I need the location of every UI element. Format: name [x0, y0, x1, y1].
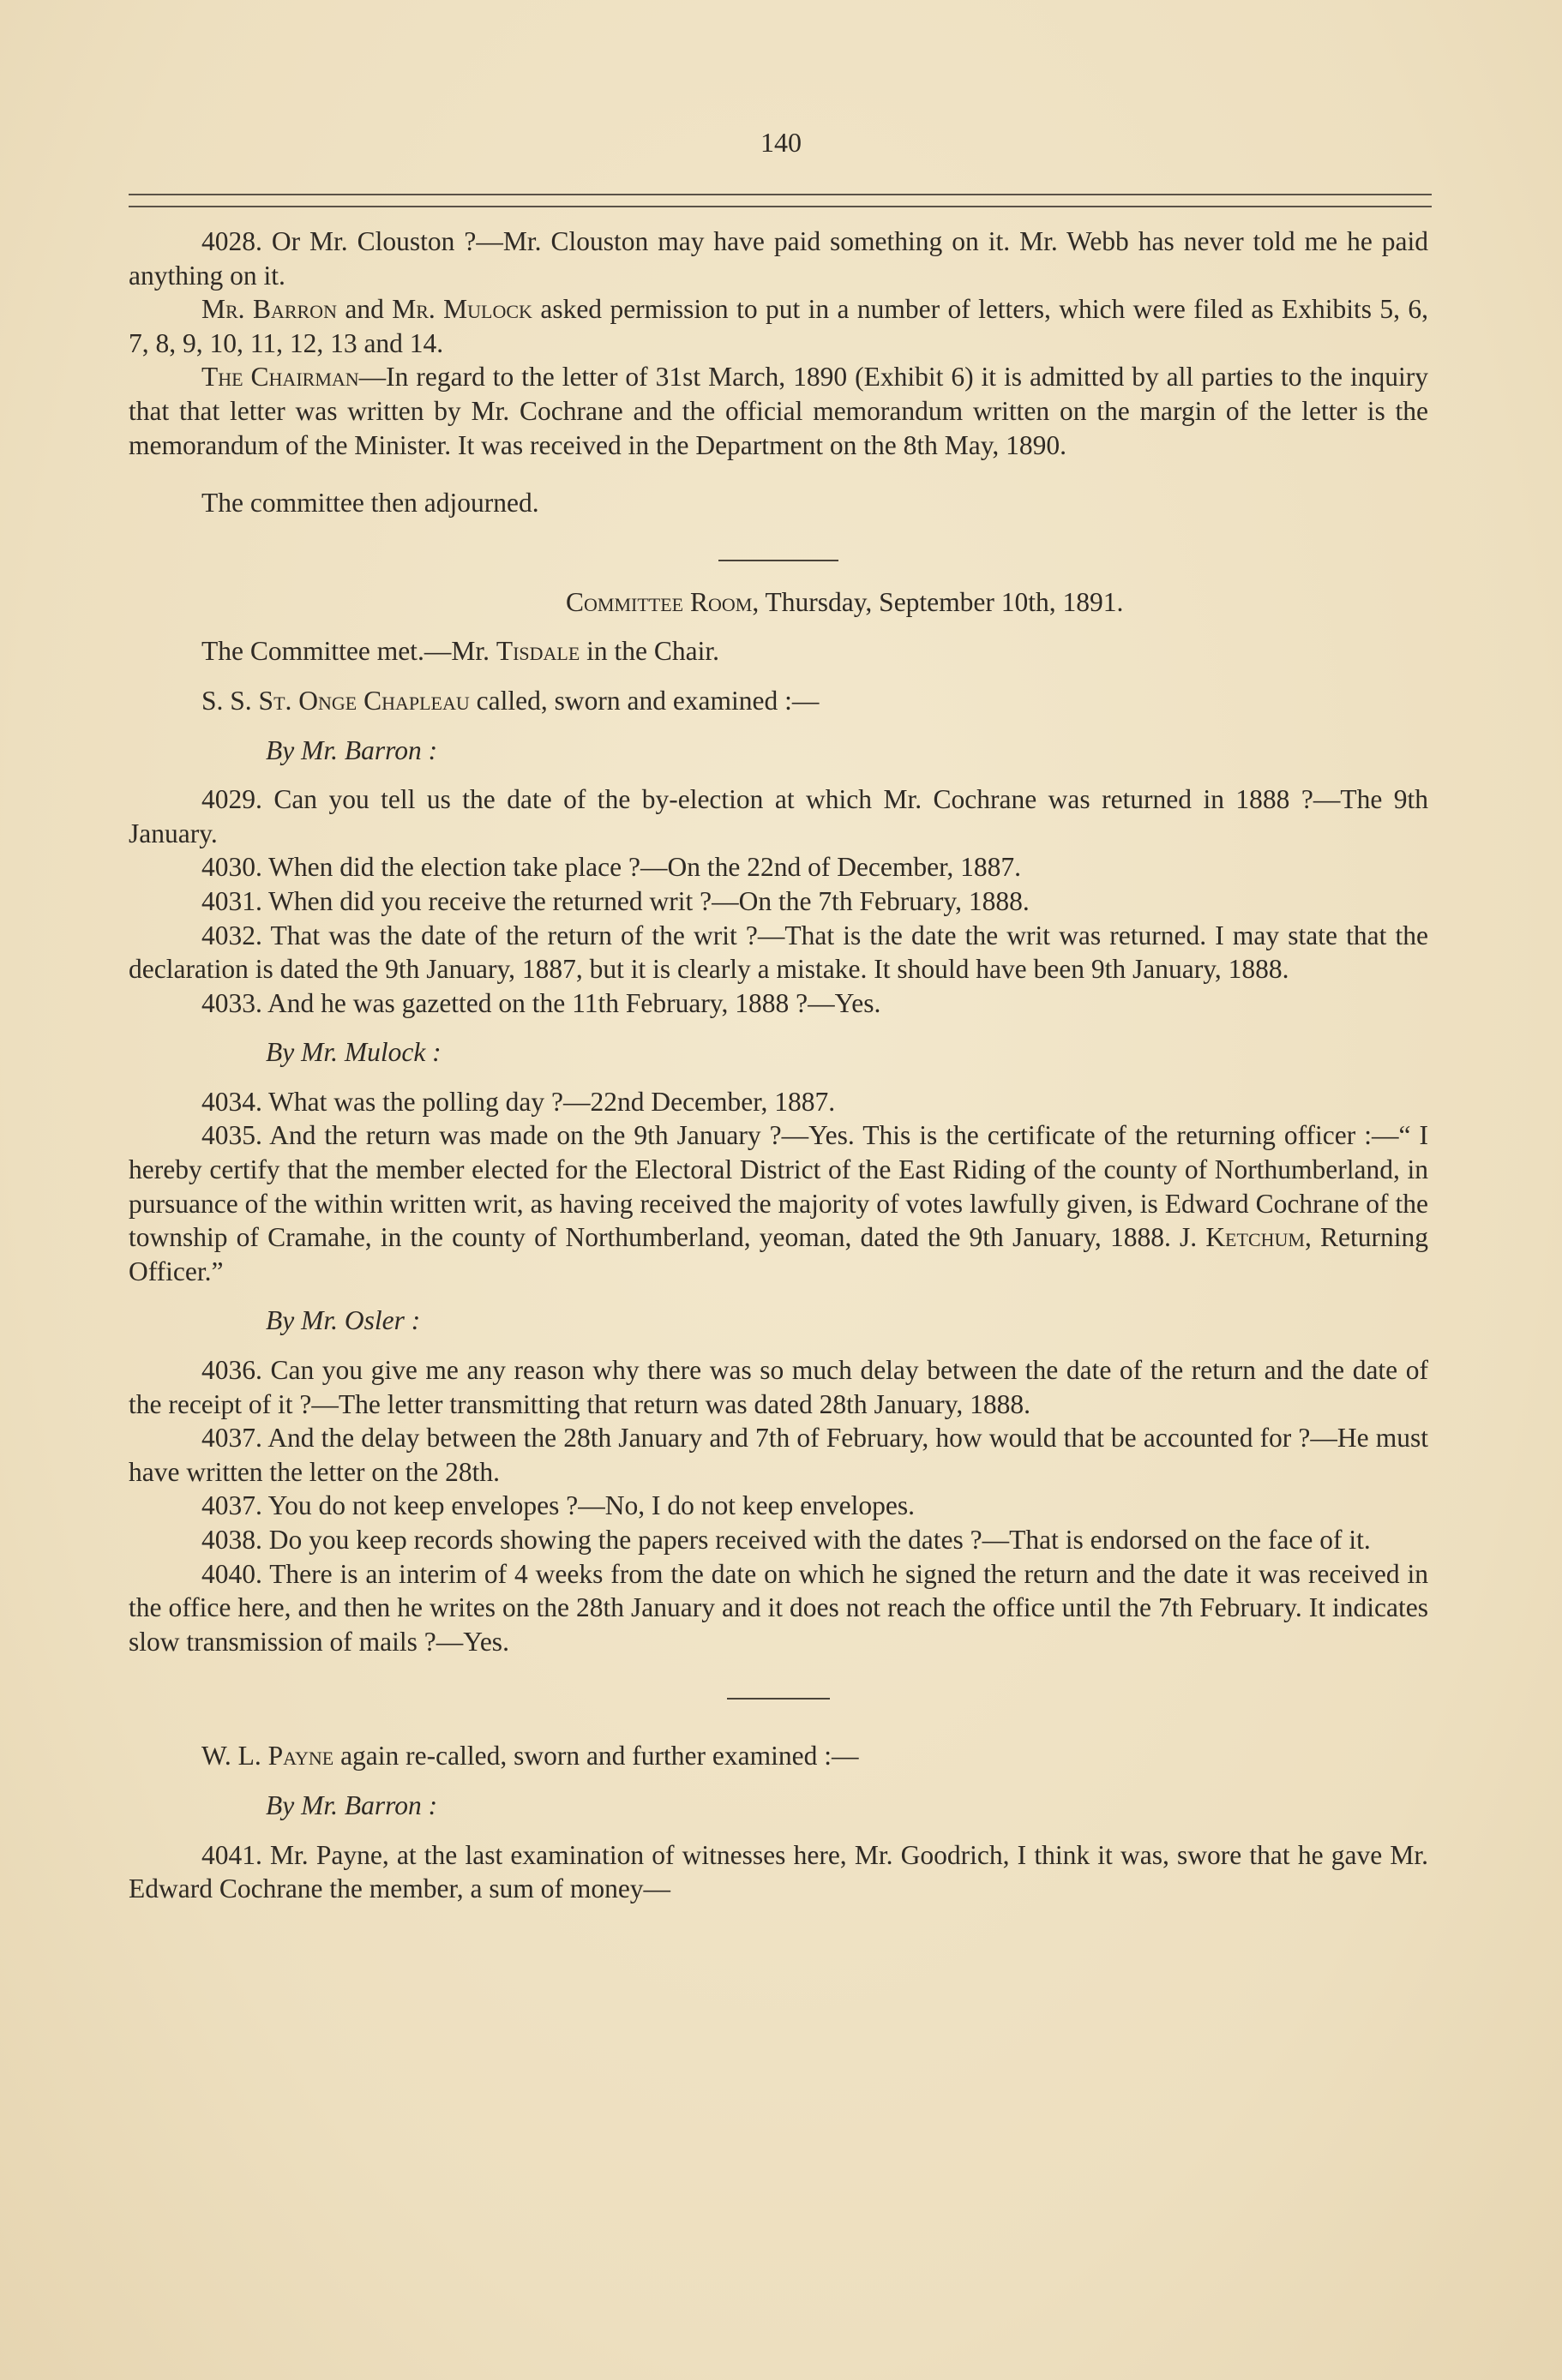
speaker-barron: Mr. Barron [201, 294, 337, 325]
page-number: 140 [760, 127, 802, 158]
witness-initials: S. S. [201, 685, 259, 716]
paragraph-4040: 4040. There is an interim of 4 weeks from the date on which he signed the return and the date it was received in the office here, and then he writes on the 28th January and it does not reach the office until the 7th February. It indicates slow transmission of mails ?—Yes. [129, 1558, 1428, 1657]
paragraph-4030: 4030. When did the election take place ?—On the 22nd of December, 1887. [201, 852, 1021, 883]
witness-name: St. Onge Chapleau [258, 685, 470, 716]
witness-chapleau [129, 684, 1428, 718]
examiner-osler: By Mr. Osler : [266, 1305, 421, 1336]
paragraph-chairman [129, 360, 1428, 462]
text-chairman: —In regard to the letter of 31st March, 1890 (Exhibit 6) it is admitted by all parties to the inquiry that that letter was written by Mr. Cochrane and the official memorandum written on the margin of the letter is the memorandum of the Minister. It was received in the Department on the 8th May, 1890. [129, 362, 1428, 460]
witness2-status: again re-called, sworn and further examined :— [333, 1741, 859, 1772]
paragraph-committee-met [129, 634, 1428, 668]
text-committee-met: The Committee met.—Mr. [201, 636, 496, 667]
paragraph-4028: 4028. Or Mr. Clouston ?—Mr. Clouston may have paid something on it. Mr. Webb has never told me he paid anything on it. [129, 226, 1428, 291]
witness-payne [129, 1739, 1428, 1773]
document-body [129, 225, 1428, 1906]
meeting-heading [129, 585, 1428, 620]
speaker-mulock: Mr. Mulock [392, 294, 532, 325]
witness-status: called, sworn and examined :— [469, 685, 820, 716]
text-and: and [336, 294, 393, 325]
text-certificate: 4035. And the return was made on the 9th January ?—Yes. This is the certificate of the returning officer :—“ I hereby certify that the member elected for the Electoral District of the East Riding of the county of Northumberland, in pursuance of the within written writ, as having received the majority of votes lawfully given, is Edward Cochrane of the township of Cramahe, in the county of Northumberland, yeoman, dated the 9th January, 1888. J. [129, 1120, 1428, 1253]
paragraph-4041: 4041. Mr. Payne, at the last examination of witnesses here, Mr. Goodrich, I think it was, swore that he gave Mr. Edward Cochrane the member, a sum of money— [129, 1839, 1428, 1904]
witness2-initials: W. L. [201, 1741, 268, 1772]
examiner-barron-2: By Mr. Barron : [266, 1789, 438, 1820]
chair-name: Tisdale [496, 636, 580, 667]
meeting-location: Committee Room [566, 586, 753, 617]
paragraph-4031: 4031. When did you receive the returned writ ?—On the 7th February, 1888. [201, 885, 1030, 916]
examiner-barron: By Mr. Barron : [266, 734, 438, 765]
examiner-mulock: By Mr. Mulock : [266, 1037, 442, 1068]
paragraph-4037-envelopes: 4037. You do not keep envelopes ?—No, I do not keep envelopes. [201, 1490, 915, 1521]
paragraph-4032: 4032. That was the date of the return of the writ ?—That is the date the writ was returned. I may state that the declaration is dated the 9th January, 1887, but it is clearly a mistake. It should have been 9th January, 1888. [129, 920, 1428, 985]
text-in-chair: in the Chair. [580, 636, 720, 667]
paragraph-exhibits [129, 292, 1428, 360]
witness2-name: Payne [267, 1741, 334, 1772]
paragraph-4035 [129, 1118, 1428, 1288]
paragraph-4034: 4034. What was the polling day ?—22nd December, 1887. [201, 1086, 836, 1117]
text-returning-officer: , Returning Officer.” [129, 1222, 1428, 1286]
paragraph-4033: 4033. And he was gazetted on the 11th February, 1888 ?—Yes. [201, 987, 881, 1018]
paragraph-4029: 4029. Can you tell us the date of the by-election at which Mr. Cochrane was returned in 1888 ?—The 9th January. [129, 784, 1428, 848]
text-exhibits: asked permission to put in a number of letters, which were filed as Exhibits 5, 6, 7, 8, 9, 10, 11, 12, 13 and 14. [129, 294, 1428, 358]
paragraph-4036: 4036. Can you give me any reason why there was so much delay between the date of the return and the date of the receipt of it ?—The letter transmitting that return was dated 28th January, 1888. [129, 1355, 1428, 1419]
paragraph-4038: 4038. Do you keep records showing the papers received with the dates ?—That is endorsed on the face of it. [201, 1525, 1371, 1555]
header-double-rule [129, 194, 1432, 207]
meeting-date: , Thursday, September 10th, 1891. [752, 586, 1124, 617]
paragraph-4037: 4037. And the delay between the 28th January and 7th of February, how would that be accounted for ?—He must have written the letter on the 28th. [129, 1423, 1428, 1487]
paragraph-adjourned: The committee then adjourned. [201, 488, 539, 519]
returning-officer-name: Ketchum [1205, 1222, 1305, 1253]
speaker-chairman: The Chairman [201, 362, 359, 393]
